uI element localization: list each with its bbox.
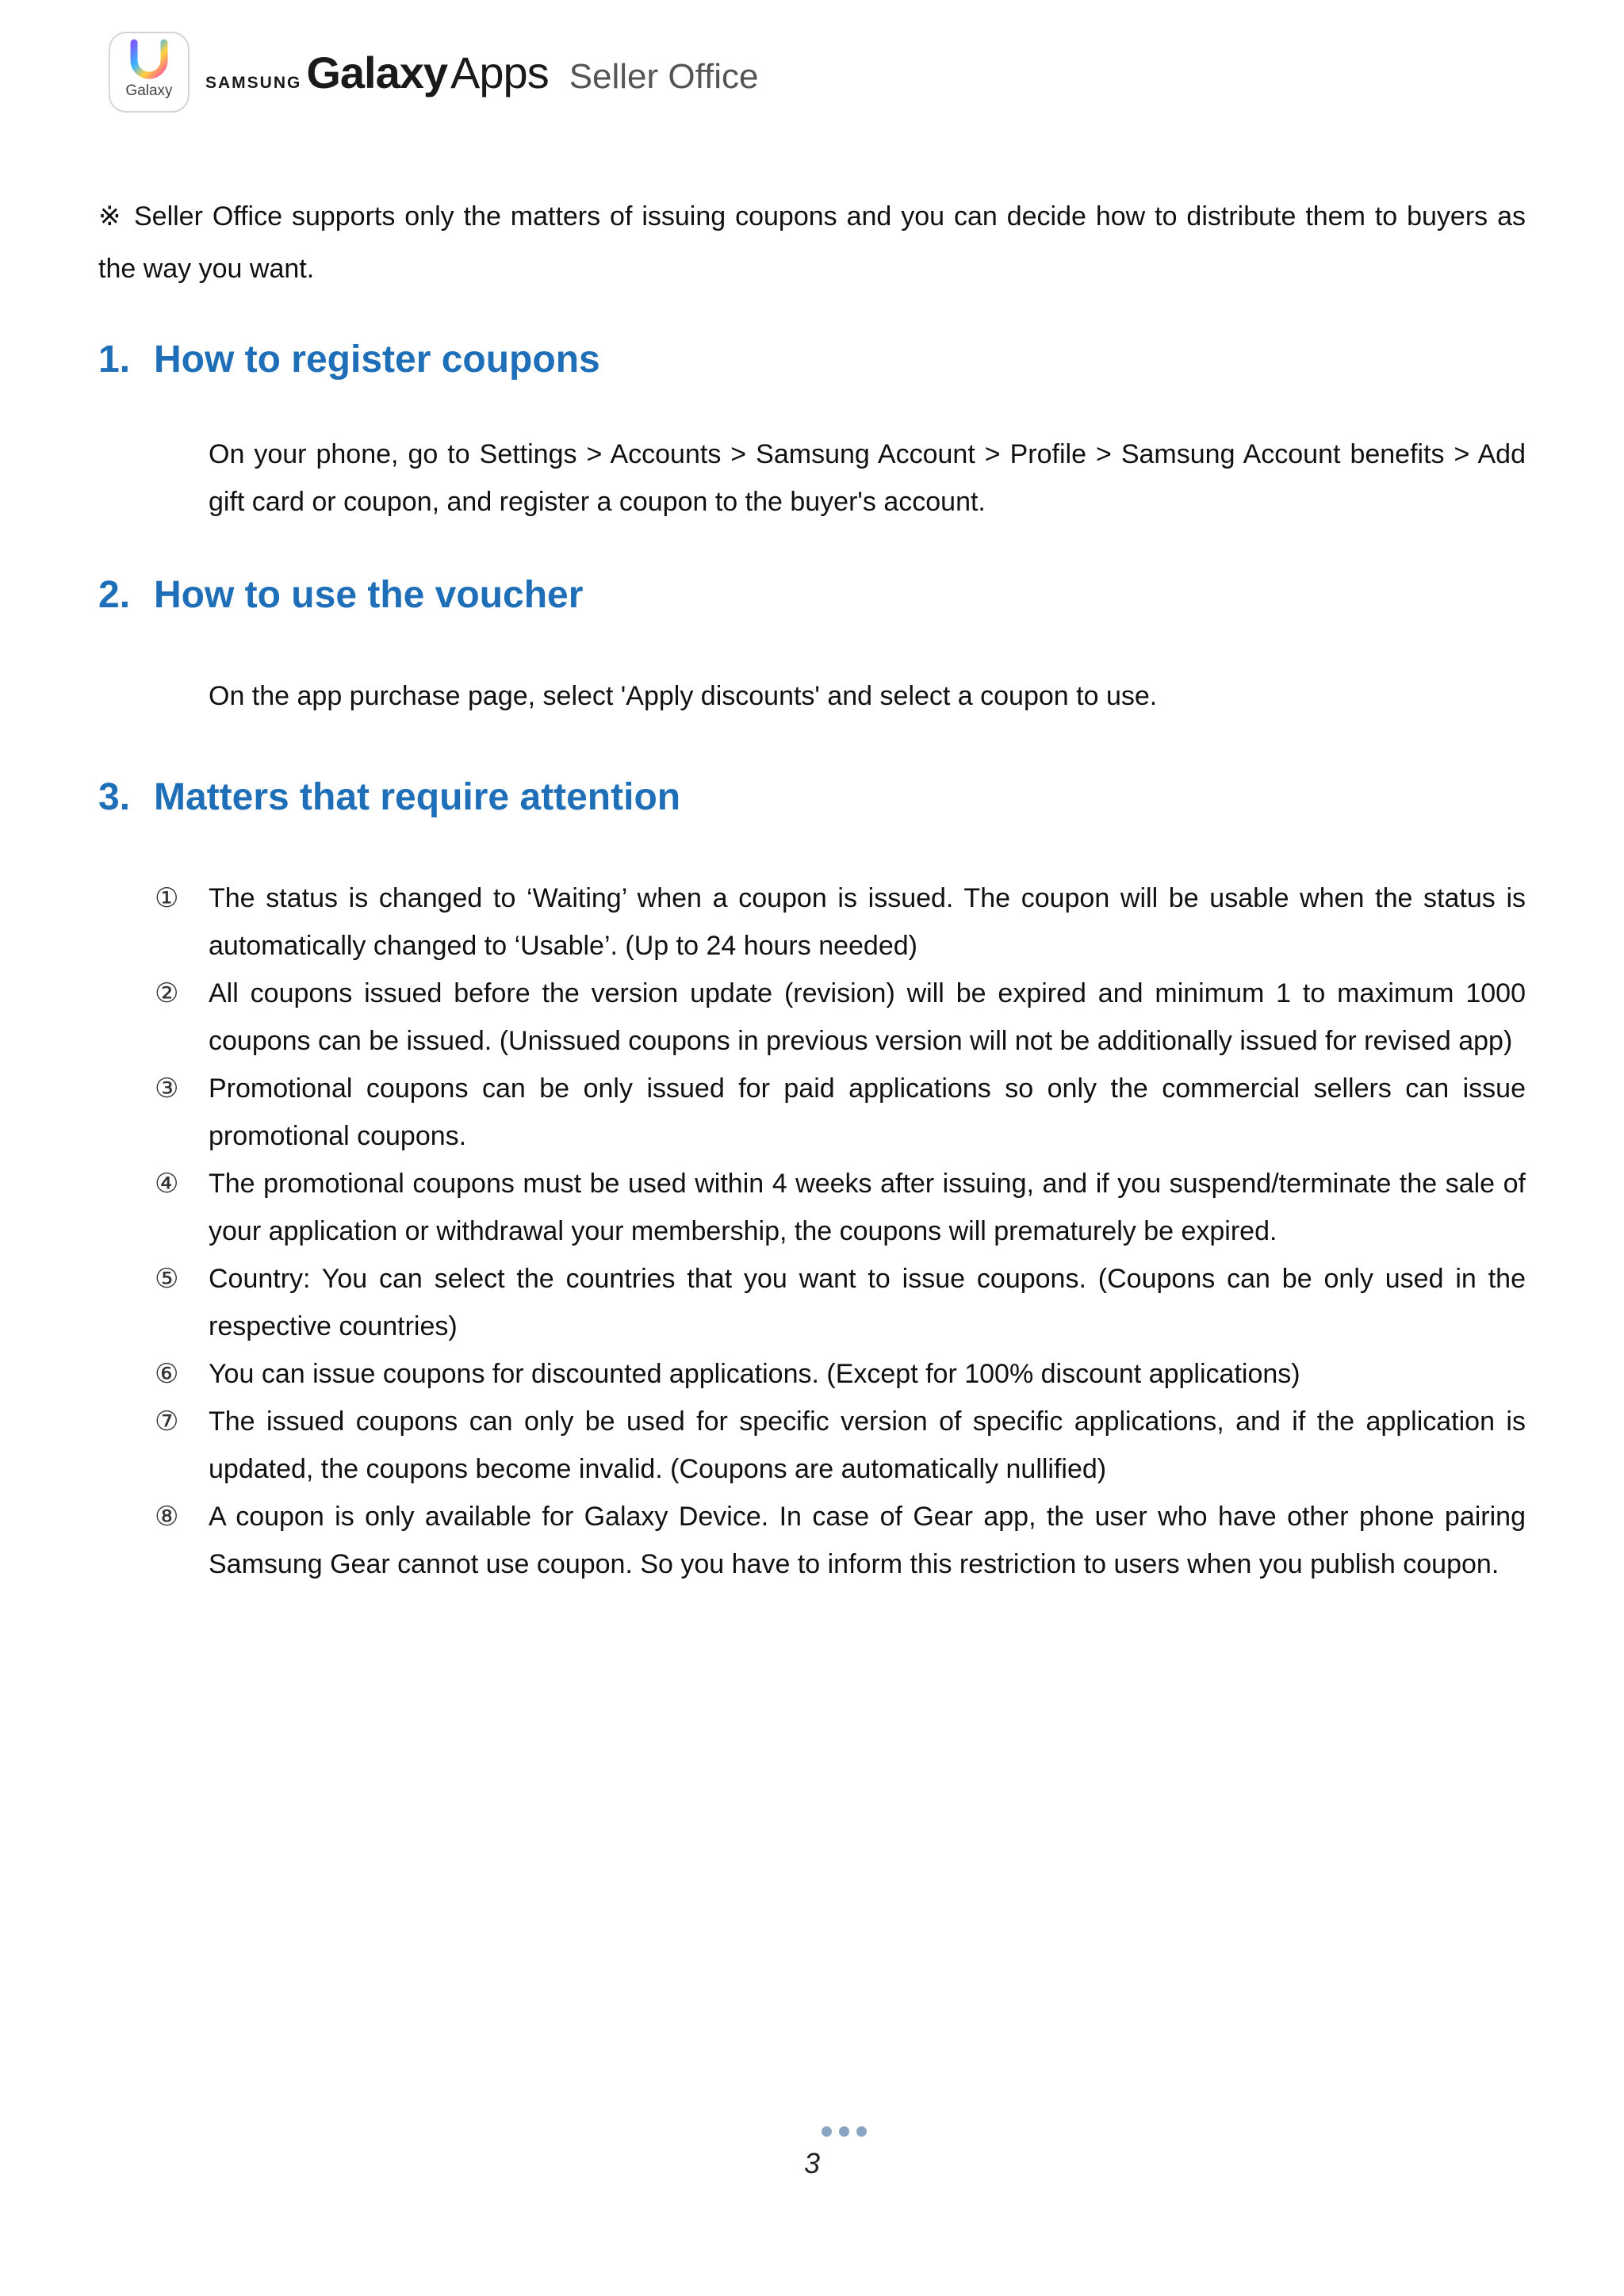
attention-list (98, 874, 1526, 1588)
list-item-text: You can issue coupons for discounted applications. (Except for 100% discount applications) (209, 1359, 1300, 1389)
brand-samsung: SAMSUNG (205, 73, 302, 92)
list-item (98, 1160, 1526, 1255)
list-item (98, 874, 1526, 970)
footer-dot (822, 2126, 832, 2137)
list-item-text: The status is changed to ‘Waiting’ when a coupon is issued. The coupon will be usable when the status is automatically changed to ‘Usable’. (Up to 24 hours needed) (209, 883, 1526, 961)
list-item-text: Promotional coupons can be only issued for paid applications so only the commercial sellers can issue promotional coupons. (209, 1073, 1526, 1151)
section-title: Matters that require attention (154, 776, 681, 818)
brand-galaxy: Galaxy (306, 47, 448, 98)
list-marker: ① (155, 883, 179, 913)
list-item (98, 1398, 1526, 1493)
galaxy-apps-logo-icon (109, 32, 190, 113)
list-marker: ⑥ (155, 1359, 179, 1389)
brand-wordmark (205, 47, 759, 98)
section-body-2: On the app purchase page, select 'Apply discounts' and select a coupon to use. (209, 681, 1158, 711)
section-heading-1 (98, 338, 1526, 381)
list-item (98, 1350, 1526, 1398)
list-item-text: A coupon is only available for Galaxy Device. In case of Gear app, the user who have other phone pairing Samsung Gear cannot use coupon. So you have to inform this restriction to users when you publish coupon. (209, 1502, 1526, 1579)
list-item-text: The promotional coupons must be used within 4 weeks after issuing, and if you suspend/terminate the sale of your application or withdrawal your membership, the coupons will prematurely be expired. (209, 1169, 1526, 1246)
section-number: 2. (98, 574, 131, 616)
page-number: 3 (803, 2147, 821, 2179)
list-marker: ⑦ (155, 1406, 179, 1437)
list-item-text: All coupons issued before the version update (revision) will be expired and minimum 1 to maximum 1000 coupons can be issued. (Unissued coupons in previous version will not be additionally issued for revised app) (209, 978, 1526, 1056)
list-item-text: The issued coupons can only be used for specific version of specific applications, and if the application is updated, the coupons become invalid. (Coupons are automatically nullified) (209, 1406, 1526, 1484)
list-marker: ⑧ (155, 1502, 179, 1532)
list-item-text: Country: You can select the countries that you want to issue coupons. (Coupons can be only used in the respective countries) (209, 1264, 1526, 1341)
reference-mark-icon: ※ (98, 201, 123, 232)
intro-note (98, 190, 1526, 295)
list-marker: ⑤ (155, 1264, 179, 1294)
list-item (98, 970, 1526, 1065)
section-title: How to register coupons (154, 339, 600, 381)
intro-note-text: Seller Office supports only the matters of issuing coupons and you can decide how to distribute them to buyers as the way you want. (98, 201, 1526, 284)
list-marker: ③ (155, 1073, 179, 1104)
brand-apps: Apps (450, 47, 549, 98)
list-marker: ② (155, 978, 179, 1008)
section-body-1: On your phone, go to Settings > Accounts > Samsung Account > Profile > Samsung Account benefits > Add gift card or coupon, and register a coupon to the buyer's account. (209, 439, 1526, 517)
section-title: How to use the voucher (154, 574, 584, 616)
brand-product-name: Seller Office (569, 56, 759, 96)
page-header (109, 29, 759, 116)
list-item (98, 1065, 1526, 1160)
footer-dot (839, 2126, 849, 2137)
section-number: 3. (98, 776, 131, 818)
section-heading-2 (98, 573, 1526, 617)
footer-dot (856, 2126, 867, 2137)
logo-icon-label: Galaxy (125, 82, 173, 99)
list-item (98, 1255, 1526, 1350)
document-body (98, 190, 1526, 1588)
footer-dots-icon (822, 2126, 867, 2137)
list-item (98, 1493, 1526, 1588)
section-heading-3 (98, 775, 1526, 819)
list-marker: ④ (155, 1169, 179, 1199)
section-number: 1. (98, 339, 131, 381)
